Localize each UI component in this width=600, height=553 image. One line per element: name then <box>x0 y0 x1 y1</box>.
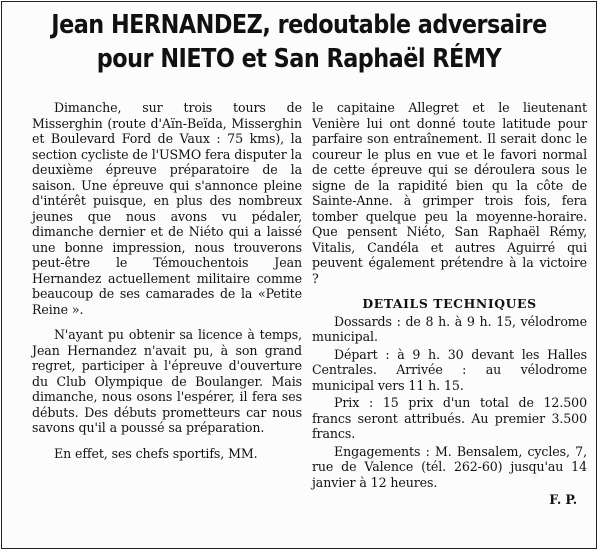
headline-line-2: pour NIETO et San Raphaël RÉMY <box>96 44 502 74</box>
details-techniques-heading: DETAILS TECHNIQUES <box>362 296 537 311</box>
right-column <box>312 100 587 508</box>
newspaper-clipping <box>1 1 597 549</box>
headline-line-1: Jean HERNANDEZ, redoutable adversaire <box>51 10 547 40</box>
article-paragraph-3: En effet, ses chefs sportifs, MM. <box>54 445 258 461</box>
detail-depart: Départ : à 9 h. 30 devant les Halles Centrales. Arrivée : au vélodrome municipal vers 11 h. 15. <box>312 346 587 393</box>
detail-dossards: Dossards : de 8 h. à 9 h. 15, vélodrome municipal. <box>312 313 587 344</box>
article-paragraph-2: N'ayant pu obtenir sa licence à temps, Jean Hernandez n'avait pu, à son grand regret, participer à l'épreuve d'ouverture du Club Olympique de Boulanger. Mais dimanche, nous osons l'espérer, il fera ses débuts. Des débuts prometteurs car nous savons qu'il a poussé sa préparation. <box>32 327 302 435</box>
detail-prix: Prix : 15 prix d'un total de 12.500 francs seront attribués. Au premier 3.500 francs. <box>312 395 587 441</box>
detail-engagements: Engagements : M. Bensalem, cycles, 7, rue de Valence (tél. 262-60) jusqu'au 14 janvier à 12 heures. <box>312 443 587 490</box>
left-column <box>32 100 302 471</box>
author-signature: F. P. <box>549 492 577 507</box>
article-paragraph-1: Dimanche, sur trois tours de Misserghin (route d'Aïn-Beïda, Misserghin et Boulevard Ford de Vaux : 75 kms), la section cycliste de l'USMO fera disputer la deuxième épreuve préparatoire de la saison. Une épreuve qui s'annonce pleine d'intérêt puisque, en plus des nombreux jeunes que nous avons vu pédaler, dimanche dernier et de Niéto qui a laissé une bonne impression, nous trouverons peut-être le Témouchentois Jean Hernandez actuellement militaire comme beaucoup de ses camarades de la «Petite Reine ». <box>32 100 302 317</box>
headline <box>44 8 555 76</box>
article-paragraph-continued: le capitaine Allegret et le lieutenant Venière lui ont donné toute latitude pour parfaire son entraînement. Il serait donc le coureur le plus en vue et le favori normal de cette épreuve qui se déroulera sous le signe de la rapidité bien qu la côte de Sainte-Anne. à grimper trois fois, fera tomber quelque peu la moyenne-horaire. Que pensent Niéto, San Raphaël Rémy, Vitalis, Candéla et autres Aguirré qui peuvent également prétendre à la victoire ? <box>312 100 587 286</box>
